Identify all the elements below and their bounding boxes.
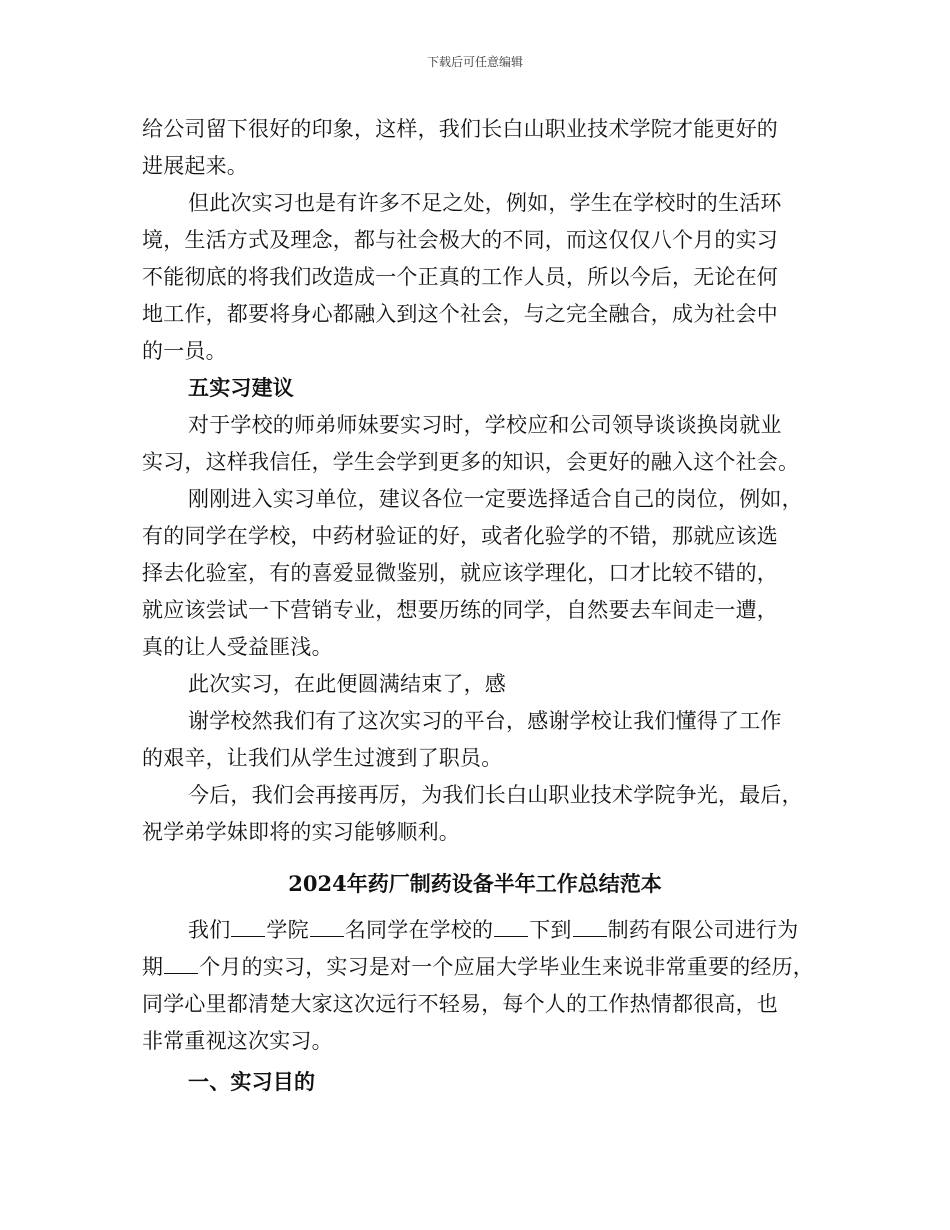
text-fragment: 学院 xyxy=(266,918,309,942)
text-line: 的艰辛，让我们从学生过渡到了职员。 xyxy=(142,746,503,770)
text-line: 祝学弟学妹即将的实习能够顺利。 xyxy=(142,820,460,844)
text-line: 真的让人受益匪浅。 xyxy=(142,635,333,659)
section-heading: 五实习建议 xyxy=(188,375,294,400)
text-line: 今后，我们会再接再厉，为我们长白山职业技术学院争光，最后， xyxy=(188,783,803,807)
fill-blank xyxy=(494,918,528,937)
text-line: 的一员。 xyxy=(142,339,227,363)
text-fragment: 下到 xyxy=(529,918,572,942)
text-line: 此次实习，在此便圆满结束了，感 xyxy=(188,672,506,696)
fill-blank xyxy=(231,918,265,937)
text-fragment: 制药有限公司进行为 xyxy=(607,918,799,942)
section-heading: 一、实习目的 xyxy=(188,1069,316,1094)
text-line: 非常重视这次实习。 xyxy=(142,1029,333,1053)
text-line: 谢学校然我们有了这次实习的平台，感谢学校让我们懂得了工作 xyxy=(188,709,782,733)
document-title: 2024年药厂制药设备半年工作总结范本 xyxy=(288,871,662,896)
text-line: 进展起来。 xyxy=(142,154,248,178)
text-line: 择去化验室，有的喜爱显微鉴别，就应该学理化，口才比较不错的， xyxy=(142,561,778,585)
page-header: 下载后可任意编辑 xyxy=(426,55,523,69)
text-line: 给公司留下很好的印象，这样，我们长白山职业技术学院才能更好的 xyxy=(142,117,778,141)
text-fragment: 期 xyxy=(142,955,164,979)
fill-blank xyxy=(164,955,198,974)
text-line: 地工作，都要将身心都融入到这个社会，与之完全融合，成为社会中 xyxy=(142,302,778,326)
text-line xyxy=(188,914,798,944)
text-line: 不能彻底的将我们改造成一个正真的工作人员，所以今后，无论在何 xyxy=(142,265,778,289)
text-fragment: 个月的实习，实习是对一个应届大学毕业生来说非常重要的经历， xyxy=(199,955,815,979)
text-line: 对于学校的师弟师妹要实习时，学校应和公司领导谈谈换岗就业 xyxy=(188,413,782,437)
text-line: 实习，这样我信任，学生会学到更多的知识，会更好的融入这个社会。 xyxy=(142,450,800,474)
text-fragment: 我们 xyxy=(188,918,231,942)
text-line: 但此次实习也是有许多不足之处，例如，学生在学校时的生活环 xyxy=(188,191,782,215)
text-line: 刚刚进入实习单位，建议各位一定要选择适合自己的岗位，例如， xyxy=(188,487,803,511)
text-line xyxy=(142,951,814,981)
text-line: 境，生活方式及理念，都与社会极大的不同，而这仅仅八个月的实习 xyxy=(142,228,778,252)
text-line: 同学心里都清楚大家这次远行不轻易，每个人的工作热情都很高，也 xyxy=(142,992,778,1016)
text-line: 有的同学在学校，中药材验证的好，或者化验学的不错，那就应该选 xyxy=(142,524,778,548)
fill-blank xyxy=(573,918,607,937)
fill-blank xyxy=(310,918,344,937)
text-fragment: 名同学在学校的 xyxy=(344,918,494,942)
text-line: 就应该尝试一下营销专业，想要历练的同学，自然要去车间走一遭， xyxy=(142,598,778,622)
